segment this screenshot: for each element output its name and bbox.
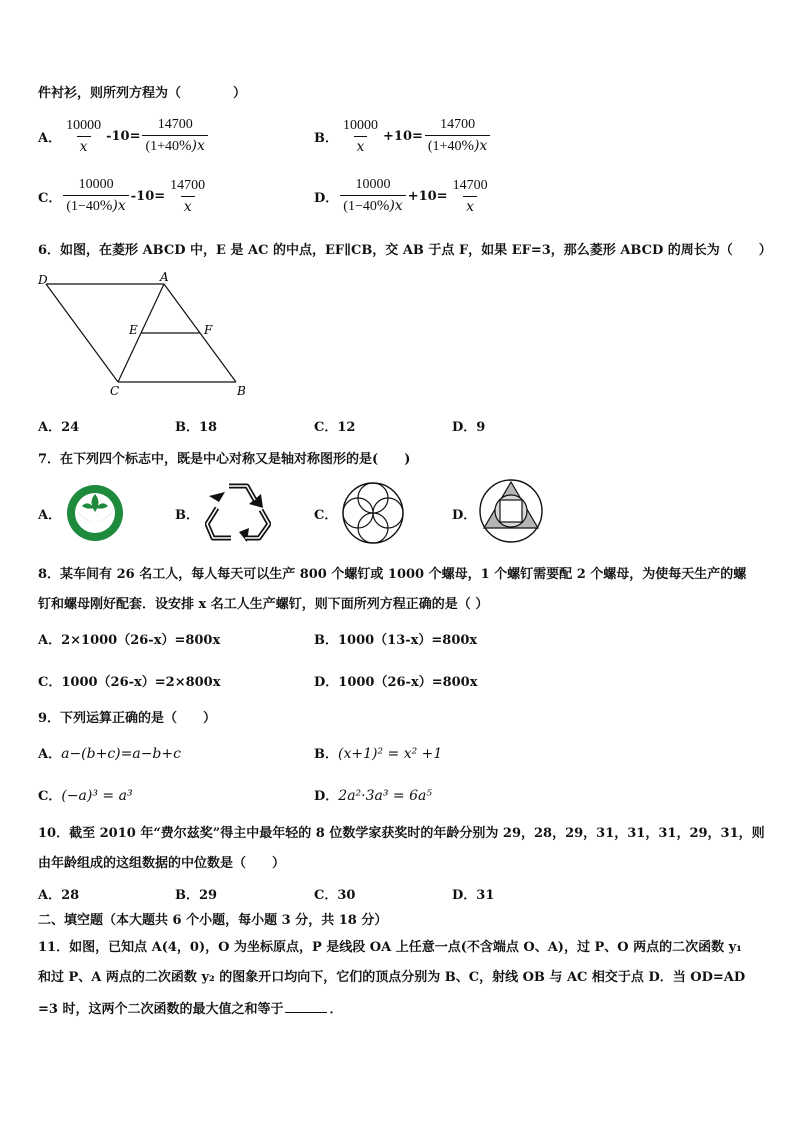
q5-option-d[interactable]	[314, 177, 493, 215]
denominator	[425, 135, 490, 155]
label-a: A	[160, 270, 169, 284]
operator: -10=	[106, 128, 141, 144]
operator: +10=	[407, 188, 448, 204]
operator: -10=	[130, 188, 166, 204]
denominator-part: (1+40	[427, 139, 462, 154]
operator: +10=	[383, 128, 423, 144]
q11-line3	[38, 998, 342, 1017]
option-label: C．	[38, 789, 62, 804]
fraction	[425, 117, 490, 155]
q6-option-a[interactable]: A．24	[38, 420, 80, 435]
fraction	[340, 118, 381, 155]
fraction	[142, 117, 207, 155]
q5-stem-tail: 件衬衫，则所列方程为（ ）	[38, 86, 247, 101]
numerator: 14700	[452, 177, 488, 193]
option-label: D．	[314, 190, 339, 206]
q8-option-b[interactable]: B．1000（13-x）=800x	[314, 633, 478, 648]
q9-stem: 9．下列运算正确的是（ ）	[38, 711, 217, 726]
option-label: A．	[38, 747, 62, 762]
q9-option-d[interactable]	[314, 785, 432, 804]
q7-stem: 7．在下列四个标志中，既是中心对称又是轴对称图形的是( )	[38, 452, 411, 467]
q9-option-a[interactable]	[38, 743, 181, 762]
fraction	[63, 118, 104, 155]
q11-line3-end: ．	[329, 1002, 343, 1017]
q10-option-a[interactable]: A．28	[38, 888, 80, 903]
option-label: A．	[38, 130, 62, 146]
q9-option-c[interactable]	[38, 785, 133, 804]
math-expression: a−(b+c)=a−b+c	[61, 746, 181, 762]
numerator: 10000	[343, 117, 378, 133]
q7-option-c-label[interactable]: C．	[314, 508, 338, 523]
rhombus-figure	[36, 270, 256, 400]
fraction	[450, 178, 491, 215]
option-label: B．	[314, 130, 338, 146]
math-expression: (−a)³ = a³	[61, 788, 133, 804]
q5-option-a[interactable]	[38, 117, 210, 155]
recycle-icon[interactable]	[205, 480, 271, 542]
numerator: 14700	[440, 117, 476, 132]
fraction	[63, 177, 128, 215]
denominator	[340, 195, 405, 215]
denominator: x	[354, 136, 368, 155]
q11-line1: 11．如图，已知点 A(4，0)，O 为坐标原点，P 是线段 OA 上任意一点(不含端点 O、A)，过 P、O 两点的二次函数 y₁	[38, 940, 742, 955]
q5-option-c[interactable]	[38, 177, 210, 215]
label-f: F	[204, 323, 213, 337]
q10-stem-line1: 10．截至 2010 年“费尔兹奖”得主中最年轻的 8 位数学家获奖时的年龄分别为 29，28，29，31，31，31，29，31，则	[38, 826, 765, 841]
q6-option-d[interactable]: D．9	[452, 420, 486, 435]
fraction	[167, 178, 208, 215]
denominator: x	[77, 136, 91, 155]
q6-option-c[interactable]: C．12	[314, 420, 356, 435]
q5-option-b[interactable]	[314, 117, 492, 155]
math-expression: (x+1)² = x² +1	[338, 746, 443, 762]
denominator: x	[463, 196, 477, 215]
q11-line2: 和过 P、A 两点的二次函数 y₂ 的图象开口均向下，它们的顶点分别为 B、C，射线 OB 与 AC 相交于点 D．当 OD=AD	[38, 970, 746, 985]
denominator	[142, 135, 207, 155]
green-food-logo-icon[interactable]	[64, 482, 126, 544]
q8-option-c[interactable]: C．1000（26-x）=2×800x	[38, 675, 221, 690]
numerator: 10000	[355, 177, 391, 192]
denominator-var: )x	[112, 198, 126, 214]
denominator-part: (1−40	[343, 199, 377, 214]
option-label: C．	[38, 190, 62, 206]
segment-cd	[46, 284, 118, 382]
denominator-part: (1−40	[66, 199, 100, 214]
q8-option-a[interactable]: A．2×1000（26-x）=800x	[38, 633, 221, 648]
numerator: 10000	[66, 117, 102, 133]
percent-sign: %	[376, 198, 390, 214]
q7-option-a-label[interactable]: A．	[38, 508, 62, 523]
percent-sign: %	[179, 138, 192, 154]
percent-sign: %	[461, 138, 474, 154]
q6-stem: 6．如图，在菱形 ABCD 中，E 是 AC 的中点，EF∥CB，交 AB 于点 F，如果 EF=3，那么菱形 ABCD 的周长为（ ）	[38, 243, 772, 258]
q8-option-d[interactable]: D．1000（26-x）=800x	[314, 675, 478, 690]
percent-sign: %	[99, 198, 113, 214]
option-label: D．	[314, 789, 339, 804]
numerator: 10000	[78, 177, 114, 192]
numerator: 14700	[170, 177, 206, 193]
four-circles-icon[interactable]	[341, 481, 405, 545]
denominator	[63, 195, 128, 215]
denominator-var: )x	[389, 198, 403, 214]
label-d: D	[38, 273, 48, 287]
denominator-part: (1+40	[145, 139, 180, 154]
label-e: E	[129, 323, 138, 337]
fraction	[340, 177, 405, 215]
q6-option-b[interactable]: B．18	[175, 420, 218, 435]
q10-option-d[interactable]: D．31	[452, 888, 495, 903]
q9-option-b[interactable]	[314, 743, 442, 762]
answer-blank[interactable]	[285, 1012, 327, 1013]
option-label: B．	[314, 747, 338, 762]
numerator: 14700	[157, 117, 193, 132]
triangle-circle-icon[interactable]	[478, 478, 544, 544]
denominator-var: )x	[473, 138, 488, 154]
denominator: x	[181, 196, 195, 215]
label-b: B	[237, 384, 246, 398]
math-expression: 2a²·3a³ = 6a⁵	[338, 788, 432, 804]
label-c: C	[110, 384, 120, 398]
q7-option-b-label[interactable]: B．	[175, 508, 199, 523]
q10-stem-line2: 由年龄组成的这组数据的中位数是（ ）	[38, 856, 286, 871]
q8-stem-line1: 8．某车间有 26 名工人，每人每天可以生产 800 个螺钉或 1000 个螺母，1 个螺钉需要配 2 个螺母，为使每天生产的螺	[38, 567, 747, 582]
q7-option-d-label[interactable]: D．	[452, 508, 477, 523]
q10-option-b[interactable]: B．29	[175, 888, 218, 903]
denominator-var: )x	[191, 138, 205, 154]
q10-option-c[interactable]: C．30	[314, 888, 356, 903]
q8-stem-line2: 钉和螺母刚好配套．设安排 x 名工人生产螺钉，则下面所列方程正确的是（ ）	[38, 597, 489, 612]
q11-line3-text: =3 时，这两个二次函数的最大值之和等于	[38, 1002, 284, 1017]
section-title: 二、填空题（本大题共 6 个小题，每小题 3 分，共 18 分）	[38, 913, 388, 928]
